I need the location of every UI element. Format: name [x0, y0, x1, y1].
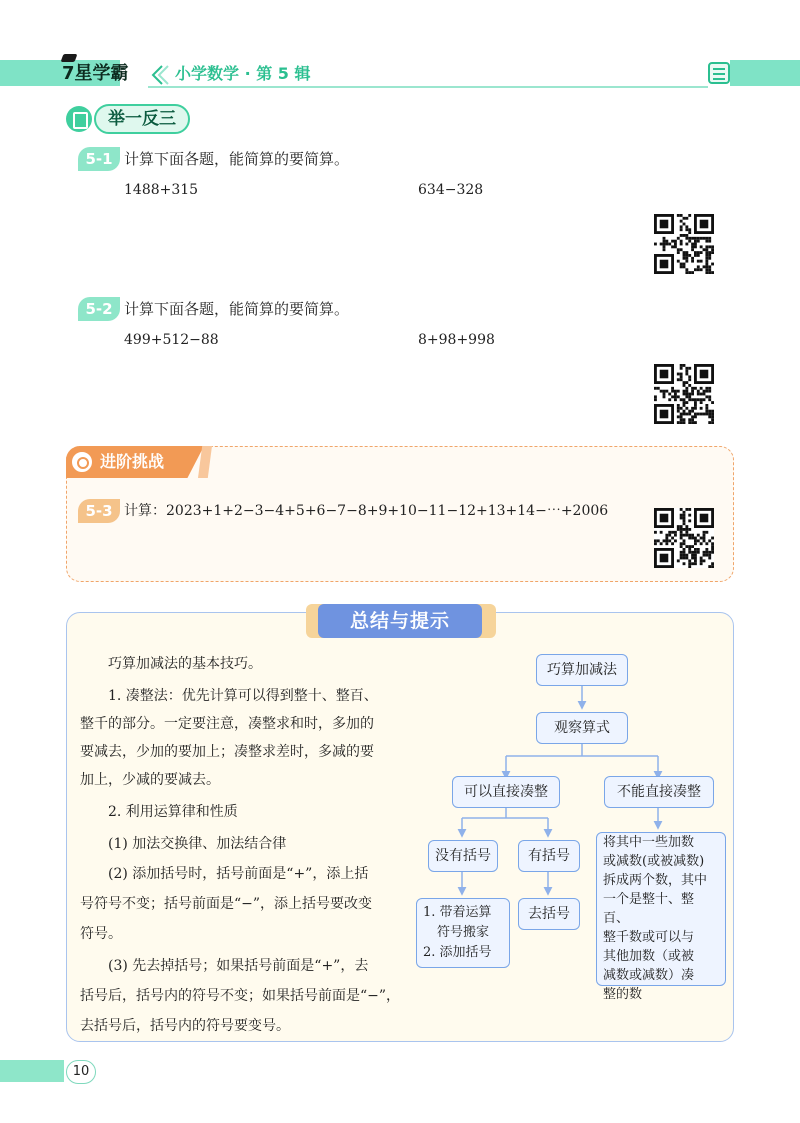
summary-line: (3) 先去掉括号；如果括号前面是“+”，去: [108, 958, 369, 974]
flow-line: 一个是整十、整百、: [603, 892, 695, 926]
flow-has-bracket: 有括号: [518, 840, 580, 872]
flow-observe: 观察算式: [536, 712, 628, 744]
section-title: 举一反三: [94, 104, 190, 134]
summary-line: (2) 添加括号时，括号前面是“+”，添上括: [108, 866, 369, 882]
expression: 8+98+998: [418, 332, 495, 348]
flow-has-bracket-action: 去括号: [518, 898, 580, 930]
expression: 499+512−88: [124, 332, 219, 348]
flow-line: 符号搬家: [437, 925, 490, 940]
flow-line: 2. 添加括号: [423, 945, 492, 960]
brand-logo: 7星学霸: [62, 63, 129, 84]
flow-line: 其他加数（或被: [603, 949, 695, 964]
summary-line: 符号。: [80, 926, 122, 942]
flow-line: 整千数或可以与: [603, 930, 695, 945]
summary-line: 去括号后，括号内的符号要变号。: [80, 1018, 290, 1034]
flow-no-bracket: 没有括号: [428, 840, 498, 872]
summary-line: 要减去，少加的要加上；凑整求差时，多减的要: [80, 744, 374, 760]
flow-line: 减数或减数）凑: [603, 968, 695, 983]
flow-can-round: 可以直接凑整: [452, 776, 560, 808]
summary-line: 1. 凑整法：优先计算可以得到整十、整百、: [108, 688, 378, 704]
problem-number: 5-1: [78, 147, 120, 171]
summary-line: (1) 加法交换律、加法结合律: [108, 836, 287, 852]
flow-root: 巧算加减法: [536, 654, 628, 686]
summary-line: 2. 利用运算律和性质: [108, 804, 238, 820]
flow-line: 1. 带着运算: [423, 905, 492, 920]
flow-cannot-round: 不能直接凑整: [604, 776, 714, 808]
expression: 1488+315: [124, 182, 199, 198]
flow-cannot-action: [596, 832, 726, 1002]
flow-no-bracket-action: [416, 898, 510, 968]
footer-band: [0, 1060, 64, 1082]
summary-line: 巧算加减法的基本技巧。: [108, 656, 262, 672]
flow-line: 整的数: [603, 987, 643, 1002]
summary-line: 号符号不变；括号前面是“−”，添上括号要改变: [80, 896, 373, 912]
problem-number: 5-2: [78, 297, 120, 321]
problem-text: 计算下面各题，能简算的要简算。: [124, 150, 350, 168]
summary-line: 整千的部分。一定要注意，凑整求和时，多加的: [80, 716, 374, 732]
page-number: 10: [66, 1060, 96, 1084]
expression: 634−328: [418, 182, 484, 198]
problem-number: 5-3: [78, 499, 120, 523]
challenge-title: 进阶挑战: [100, 452, 165, 471]
summary-line: 加上，少减的要减去。: [80, 772, 220, 788]
flow-line: 或减数(或被减数): [603, 854, 705, 869]
problem-text: 计算下面各题，能简算的要简算。: [124, 300, 350, 318]
problem-text: 计算：2023+1+2−3−4+5+6−7−8+9+10−11−12+13+14−⋯+2006: [124, 503, 609, 519]
flow-line: 将其中一些加数: [603, 835, 695, 850]
flow-line: 拆成两个数，其中: [603, 873, 708, 888]
book-subtitle: 小学数学 · 第 5 辑: [175, 64, 311, 83]
summary-line: 括号后，括号内的符号不变；如果括号前面是“−”，: [80, 988, 401, 1004]
summary-title: 总结与提示: [318, 604, 482, 638]
